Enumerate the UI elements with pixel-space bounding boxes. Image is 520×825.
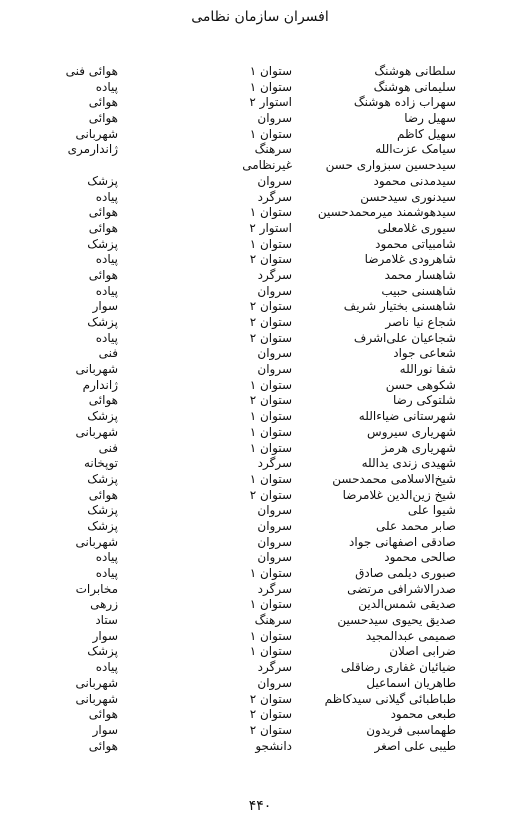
table-row: [0, 582, 520, 598]
officer-branch: هوائی: [88, 393, 118, 408]
officer-rank: سرگرد: [257, 456, 292, 471]
officer-name: شهرستانی ضیاءالله: [358, 409, 456, 424]
officer-rank: سروان: [257, 518, 292, 533]
officer-rank: ستوان ۱: [249, 628, 292, 643]
officer-rank: سرگرد: [257, 660, 292, 675]
officer-rank: ستوان ۱: [249, 409, 292, 424]
officer-branch: هوائی: [88, 487, 118, 502]
officer-branch: ژاندارم: [82, 377, 118, 392]
officer-name: سیامک عزت‌الله: [375, 142, 456, 157]
officer-branch: ستاد: [95, 613, 118, 628]
officer-branch: سوار: [92, 628, 118, 643]
officer-branch: پزشک: [87, 471, 118, 486]
officer-branch: فنی: [98, 440, 118, 455]
officer-name: شیخ زین‌الدین غلامرضا: [342, 487, 456, 502]
officer-rank: ستوان ۱: [249, 566, 292, 580]
officer-name: سهیل رضا: [404, 111, 456, 126]
officer-name: شامبیاتی محمود: [375, 236, 456, 251]
officer-rank: دانشجو: [255, 738, 292, 753]
officer-name: شلتوکی رضا: [392, 393, 456, 408]
officer-name: شیوا علی: [407, 503, 456, 518]
officer-branch: پیاده: [95, 79, 118, 94]
officer-rank: ستوان ۲: [249, 707, 292, 722]
officer-rank: سرگرد: [257, 189, 292, 204]
table-row: [0, 252, 520, 268]
officer-rank: ستوان ۱: [249, 79, 292, 94]
table-row: [0, 393, 520, 409]
officer-branch: فنی: [98, 346, 118, 361]
officer-name: صالحی محمود: [384, 550, 456, 565]
officer-branch: پزشک: [87, 315, 118, 329]
officer-branch: شهربانی: [75, 675, 118, 690]
officer-branch: هوائی: [88, 267, 118, 282]
officer-rank: سروان: [257, 550, 292, 565]
table-row: [0, 597, 520, 613]
officer-rank: استوار ۲: [249, 220, 292, 235]
table-row: [0, 550, 520, 566]
officer-rank: ستوان ۲: [249, 330, 292, 345]
officer-branch: شهربانی: [75, 362, 118, 377]
table-row: [0, 676, 520, 692]
officer-name: شفا نورالله: [399, 362, 456, 377]
officer-name: سیدحسین سبزواری حسن: [325, 158, 456, 173]
officer-branch: شهربانی: [75, 424, 118, 439]
officer-branch: پزشک: [87, 173, 118, 188]
officer-branch: پیاده: [95, 283, 118, 298]
table-row: [0, 80, 520, 96]
table-row: [0, 519, 520, 535]
officer-branch: توپخانه: [83, 456, 118, 471]
officer-name: شجاعیان علی‌اشرف: [353, 330, 456, 345]
table-row: [0, 456, 520, 472]
officer-name: شهیدی زندی یدالله: [361, 456, 456, 471]
officer-rank: سروان: [257, 675, 292, 690]
officer-name: سیدهوشمند میرمحمدحسین: [317, 205, 456, 220]
officer-name: سهیل کاظم: [396, 126, 456, 141]
table-row: [0, 503, 520, 519]
officer-branch: زرهی: [90, 597, 118, 612]
officer-branch: سوار: [92, 722, 118, 737]
officer-branch: شهربانی: [75, 691, 118, 706]
officer-branch: پیاده: [95, 252, 118, 267]
officer-rank: ستوان ۱: [249, 126, 292, 141]
officer-name: صدیقی شمس‌الدین: [358, 597, 456, 612]
officer-branch: پزشک: [87, 644, 118, 659]
officer-rank: ستوان ۲: [249, 315, 292, 329]
officer-name: صادقی اصفهانی جواد: [349, 534, 456, 549]
officer-rank: ستوان ۲: [249, 252, 292, 267]
officer-name: طیبی علی اصغر: [374, 738, 456, 753]
officer-name: سیدنوری سیدحسن: [360, 189, 456, 204]
officer-name: سیوری غلامعلی: [377, 220, 456, 235]
officer-rank: استوار ۲: [249, 95, 292, 110]
officer-rank: سروان: [257, 111, 292, 126]
officer-rank: سروان: [257, 173, 292, 188]
officer-rank: سروان: [257, 534, 292, 549]
officer-rank: ستوان ۱: [249, 440, 292, 455]
officer-rank: ستوان ۲: [249, 487, 292, 502]
officer-rank: ستوان ۱: [249, 471, 292, 486]
table-row: [0, 441, 520, 457]
officer-rank: ستوان ۲: [249, 722, 292, 737]
officer-rank: سروان: [257, 503, 292, 518]
officer-branch: پزشک: [87, 409, 118, 424]
officer-rank: ستوان ۲: [249, 393, 292, 408]
officer-name: شهریاری هرمز: [381, 440, 456, 455]
table-row: [0, 299, 520, 315]
officer-branch: مخابرات: [75, 581, 118, 596]
officer-rank: ستوان ۱: [249, 597, 292, 612]
table-row: [0, 488, 520, 504]
table-row: [0, 190, 520, 206]
table-row: [0, 472, 520, 488]
officer-name: شجاع نیا ناصر: [385, 315, 456, 329]
officer-rank: ستوان ۱: [249, 205, 292, 220]
table-row: [0, 707, 520, 723]
officer-name: شیخ‌الاسلامی محمدحسن: [332, 471, 456, 486]
officer-rank: سرگرد: [257, 267, 292, 282]
officer-branch: پزشک: [87, 503, 118, 518]
officer-branch: پیاده: [95, 189, 118, 204]
officer-list: [0, 64, 520, 754]
officer-branch: شهربانی: [75, 126, 118, 141]
officer-rank: سروان: [257, 283, 292, 298]
officer-branch: ژاندارمری: [67, 142, 118, 157]
officer-name: صابر محمد علی: [376, 518, 456, 533]
table-row: [0, 174, 520, 190]
officer-branch: هوائی: [88, 111, 118, 126]
table-row: [0, 692, 520, 708]
table-row: [0, 95, 520, 111]
officer-branch: پیاده: [95, 550, 118, 565]
officer-name: شاهسنی حبیب: [381, 283, 456, 298]
officer-rank: سروان: [257, 346, 292, 361]
officer-branch: پزشک: [87, 236, 118, 251]
officer-name: ضرابی اصلان: [389, 644, 456, 659]
table-row: [0, 723, 520, 739]
officer-branch: پیاده: [95, 330, 118, 345]
table-row: [0, 268, 520, 284]
table-row: [0, 205, 520, 221]
table-row: [0, 331, 520, 347]
officer-name: صدیق یحیوی سیدحسین: [337, 613, 456, 628]
table-row: [0, 409, 520, 425]
table-row: [0, 566, 520, 582]
table-row: [0, 111, 520, 127]
table-row: [0, 64, 520, 80]
officer-rank: سرهنگ: [254, 142, 292, 157]
officer-branch: پزشک: [87, 518, 118, 533]
officer-rank: ستوان ۲: [249, 691, 292, 706]
officer-name: طهماسبی فریدون: [366, 722, 456, 737]
officer-rank: غیرنظامی: [242, 158, 292, 173]
officer-rank: ستوان ۱: [249, 644, 292, 659]
officer-rank: ستوان ۱: [249, 424, 292, 439]
officer-branch: شهربانی: [75, 534, 118, 549]
table-row: [0, 362, 520, 378]
officer-name: صمیمی عبدالمجید: [365, 628, 456, 643]
officer-name: صدرالاشرافی مرتضی: [347, 581, 456, 596]
table-row: [0, 237, 520, 253]
officer-name: سهراب زاده هوشنگ: [353, 95, 456, 110]
officer-name: طباطبائی گیلانی سیدکاظم: [324, 691, 456, 706]
officer-name: شاهسنی بختیار شریف: [343, 299, 456, 314]
table-row: [0, 660, 520, 676]
officer-name: سیدمدنی محمود: [373, 173, 456, 188]
table-row: [0, 284, 520, 300]
officer-branch: هوائی: [88, 205, 118, 220]
officer-branch: هوائی: [88, 95, 118, 110]
officer-name: سلطانی هوشنگ: [374, 64, 456, 78]
officer-rank: سرهنگ: [254, 613, 292, 628]
officer-name: شکوهی حسن: [385, 377, 456, 392]
table-row: [0, 127, 520, 143]
officer-name: سلیمانی هوشنگ: [373, 79, 456, 94]
officer-rank: ستوان ۲: [249, 299, 292, 314]
table-row: [0, 629, 520, 645]
officer-rank: ستوان ۱: [249, 64, 292, 78]
table-row: [0, 221, 520, 237]
officer-rank: ستوان ۱: [249, 377, 292, 392]
officer-branch: هوائی: [88, 707, 118, 722]
officer-rank: ستوان ۱: [249, 236, 292, 251]
page-number: ۴۴۰: [248, 798, 272, 814]
table-row: [0, 158, 520, 174]
table-row: [0, 315, 520, 331]
officer-name: طبعی محمود: [390, 707, 456, 722]
table-row: [0, 142, 520, 158]
officer-branch: هوائی فنی: [65, 64, 118, 78]
officer-name: طاهریان اسماعیل: [366, 675, 456, 690]
table-row: [0, 739, 520, 755]
officer-branch: هوائی: [88, 738, 118, 753]
officer-rank: سرگرد: [257, 581, 292, 596]
officer-rank: سروان: [257, 362, 292, 377]
table-row: [0, 613, 520, 629]
officer-name: شاهرودی غلامرضا: [364, 252, 456, 267]
officer-name: شهریاری سیروس: [367, 424, 456, 439]
officer-name: شعاعی جواد: [393, 346, 456, 361]
officer-branch: هوائی: [88, 220, 118, 235]
officer-branch: سوار: [92, 299, 118, 314]
table-row: [0, 425, 520, 441]
officer-branch: پیاده: [95, 566, 118, 580]
table-row: [0, 644, 520, 660]
table-row: [0, 535, 520, 551]
officer-name: شاهسار محمد: [384, 267, 456, 282]
officer-name: صبوری دیلمی صادق: [355, 566, 456, 580]
page-title: افسران سازمان نظامی: [191, 9, 329, 25]
officer-name: ضیائیان غفاری رضاقلی: [340, 660, 456, 675]
officer-branch: پیاده: [95, 660, 118, 675]
table-row: [0, 378, 520, 394]
table-row: [0, 346, 520, 362]
